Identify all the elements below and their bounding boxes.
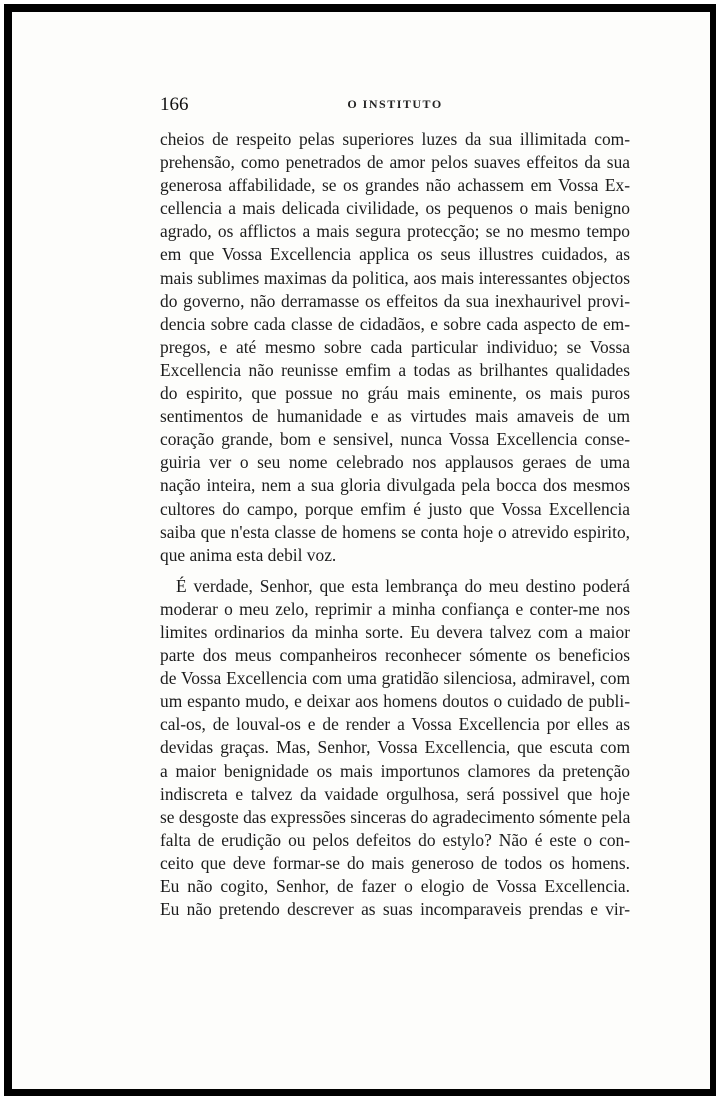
text-line: parte dos meus companheiros reconhecer sómente os beneficios [160, 645, 630, 666]
text-line: devidas graças. Mas, Senhor, Vossa Excellencia, que escuta com [160, 737, 630, 758]
text-line: em que Vossa Excellencia applica os seus illustres cuidados, as [160, 244, 630, 265]
text-line: dencia sobre cada classe de cidadãos, e sobre cada aspecto de em- [160, 313, 630, 334]
text-line: se desgoste das expressões sinceras do agradecimento sómente pela [160, 806, 631, 827]
text-line: sentimentos de humanidade e as virtudes mais amaveis de um [160, 406, 630, 427]
text-line: que anima esta debil voz. [160, 544, 337, 565]
paragraph-2 [160, 575, 630, 921]
text-line: agrado, os afflictos a mais segura protecção; se no mesmo tempo [160, 221, 630, 242]
text-line: pregos, e até mesmo sobre cada particular individuo; se Vossa [160, 336, 630, 357]
text-line: cal-os, de louval-os e de render a Vossa Excellencia por elles as [160, 714, 630, 735]
text-line: guiria ver o seu nome celebrado nos applausos geraes de uma [160, 452, 630, 473]
text-line: indiscreta e talvez da vaidade orgulhosa, será possivel que hoje [160, 783, 630, 804]
text-line: nação inteira, nem a sua gloria divulgada pela bocca dos mesmos [160, 475, 630, 496]
text-line: cultores do campo, porque emfim é justo que Vossa Excellencia [160, 498, 630, 519]
text-line: limites ordinarios da minha sorte. Eu devera talvez com a maior [160, 621, 630, 642]
page-header [160, 94, 630, 118]
text-line: a maior benignidade os mais importunos clamores da pretenção [160, 760, 630, 781]
running-title: O INSTITUTO [347, 97, 443, 111]
text-line: do espirito, que possue no gráu mais eminente, os mais puros [160, 383, 630, 404]
page-number: 166 [160, 94, 189, 115]
text-line: coração grande, bom e sensivel, nunca Vossa Excellencia conse- [160, 429, 630, 450]
text-line: É verdade, Senhor, que esta lembrança do meu destino poderá [176, 575, 630, 596]
text-line: do governo, não derramasse os effeitos da sua inexhaurivel provi- [160, 290, 630, 311]
text-line: Eu não pretendo descrever as suas incomparaveis prendas e vir- [160, 899, 630, 920]
text-line: ceito que deve formar-se do mais generoso de todos os homens. [160, 852, 630, 873]
text-line: moderar o meu zelo, reprimir a minha confiança e conter-me nos [160, 598, 630, 619]
text-line: saiba que n'esta classe de homens se conta hoje o atrevido espirito, [160, 521, 630, 542]
body-text [160, 128, 630, 921]
text-line: de Vossa Excellencia com uma gratidão silenciosa, admiravel, com [160, 668, 630, 689]
text-line: generosa affabilidade, se os grandes não achassem em Vossa Ex- [160, 175, 630, 196]
text-line: Excellencia não reunisse emfim a todas as brilhantes qualidades [160, 359, 630, 380]
paragraph-gap [160, 567, 630, 575]
text-line: cellencia a mais delicada civilidade, os pequenos o mais benigno [160, 198, 630, 219]
paragraph-1 [160, 128, 630, 567]
text-line: falta de erudição ou pelos defeitos do estylo? Não é este o con- [160, 829, 630, 850]
text-line: mais sublimes maximas da politica, aos mais interessantes objectos [160, 267, 630, 288]
text-line: prehensão, como penetrados de amor pelos suaves effeitos da sua [160, 152, 630, 173]
text-line: cheios de respeito pelas superiores luzes da sua illimitada com- [160, 129, 630, 149]
text-line: um espanto mudo, e deixar aos homens doutos o cuidado de publi- [160, 691, 630, 712]
text-line: Eu não cogito, Senhor, de fazer o elogio de Vossa Excellencia. [160, 876, 630, 896]
